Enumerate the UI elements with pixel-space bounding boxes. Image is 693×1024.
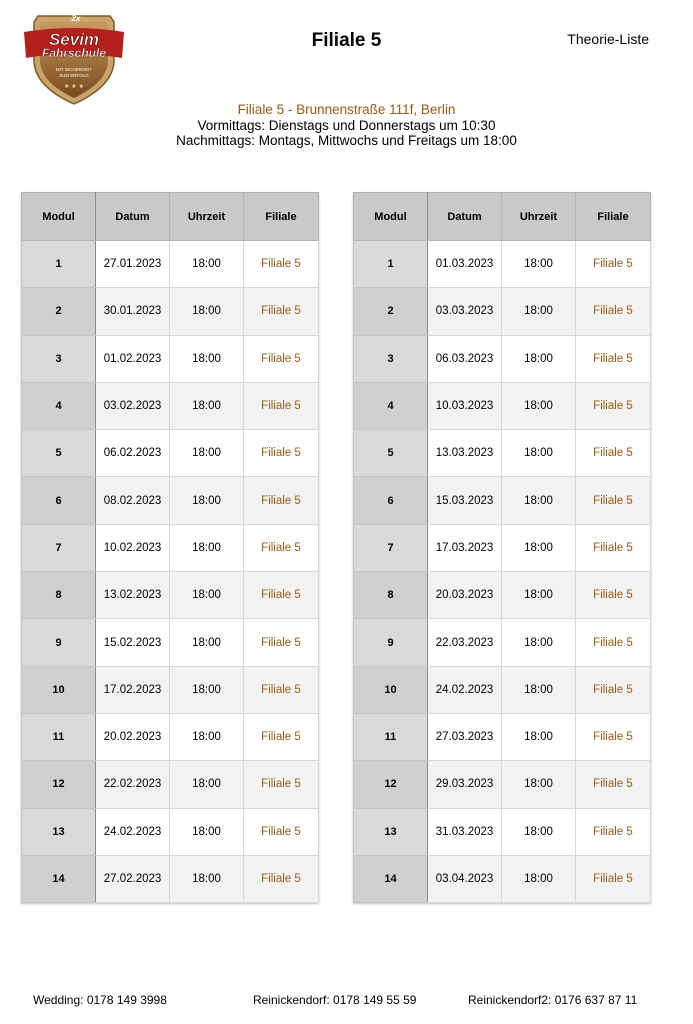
cell-uhrzeit: 18:00 — [170, 430, 244, 477]
cell-uhrzeit: 18:00 — [502, 761, 576, 808]
cell-uhrzeit: 18:00 — [170, 288, 244, 335]
table-row — [22, 335, 319, 382]
schedule-table-right — [353, 192, 651, 903]
morning-schedule: Vormittags: Dienstags und Donnerstags um 10:30 — [197, 117, 496, 133]
cell-filiale: Filiale 5 — [244, 477, 319, 524]
cell-filiale: Filiale 5 — [576, 619, 651, 666]
cell-filiale: Filiale 5 — [244, 288, 319, 335]
table-row — [22, 524, 319, 571]
cell-filiale: Filiale 5 — [244, 713, 319, 760]
table-row — [354, 808, 651, 855]
cell-uhrzeit: 18:00 — [170, 666, 244, 713]
cell-filiale: Filiale 5 — [576, 382, 651, 429]
cell-modul: 9 — [354, 619, 428, 666]
cell-uhrzeit: 18:00 — [502, 477, 576, 524]
table-row — [22, 855, 319, 902]
column-header-filiale: Filiale — [244, 193, 319, 241]
table-row — [354, 619, 651, 666]
cell-uhrzeit: 18:00 — [170, 572, 244, 619]
footer-phone-reinickendorf2: Reinickendorf2: 0176 637 87 11 — [468, 993, 638, 1007]
cell-uhrzeit: 18:00 — [502, 288, 576, 335]
cell-uhrzeit: 18:00 — [170, 477, 244, 524]
cell-modul: 7 — [22, 524, 96, 571]
cell-datum: 08.02.2023 — [96, 477, 170, 524]
cell-uhrzeit: 18:00 — [502, 855, 576, 902]
cell-datum: 01.02.2023 — [96, 335, 170, 382]
table-row — [354, 382, 651, 429]
cell-filiale: Filiale 5 — [244, 241, 319, 288]
cell-modul: 4 — [354, 382, 428, 429]
table-row — [22, 619, 319, 666]
cell-modul: 10 — [22, 666, 96, 713]
table-row — [354, 572, 651, 619]
table-row — [354, 477, 651, 524]
cell-modul: 3 — [22, 335, 96, 382]
cell-modul: 13 — [22, 808, 96, 855]
cell-filiale: Filiale 5 — [576, 477, 651, 524]
cell-filiale: Filiale 5 — [576, 335, 651, 382]
schedule-table-left — [21, 192, 319, 903]
cell-uhrzeit: 18:00 — [502, 572, 576, 619]
cell-modul: 11 — [354, 713, 428, 760]
cell-modul: 3 — [354, 335, 428, 382]
cell-filiale: Filiale 5 — [244, 761, 319, 808]
table-row — [22, 430, 319, 477]
cell-filiale: Filiale 5 — [576, 761, 651, 808]
footer-phone-wedding: Wedding: 0178 149 3998 — [33, 993, 167, 1007]
cell-uhrzeit: 18:00 — [502, 666, 576, 713]
cell-filiale: Filiale 5 — [576, 288, 651, 335]
cell-uhrzeit: 18:00 — [170, 713, 244, 760]
cell-filiale: Filiale 5 — [576, 713, 651, 760]
cell-filiale: Filiale 5 — [576, 808, 651, 855]
table-row — [354, 666, 651, 713]
table-header-row — [22, 193, 319, 241]
cell-modul: 6 — [354, 477, 428, 524]
cell-datum: 27.02.2023 — [96, 855, 170, 902]
cell-modul: 8 — [22, 572, 96, 619]
cell-filiale: Filiale 5 — [244, 855, 319, 902]
column-header-uhrzeit: Uhrzeit — [502, 193, 576, 241]
document-type-label: Theorie-Liste — [567, 31, 649, 47]
cell-uhrzeit: 18:00 — [170, 761, 244, 808]
column-header-datum: Datum — [96, 193, 170, 241]
table-row — [22, 477, 319, 524]
table-body — [22, 241, 319, 903]
svg-text:2x: 2x — [71, 14, 81, 23]
cell-modul: 14 — [354, 855, 428, 902]
cell-datum: 03.04.2023 — [428, 855, 502, 902]
table-row — [354, 761, 651, 808]
cell-datum: 03.02.2023 — [96, 382, 170, 429]
cell-uhrzeit: 18:00 — [170, 619, 244, 666]
svg-text:Fahrschule: Fahrschule — [41, 46, 107, 60]
cell-modul: 13 — [354, 808, 428, 855]
cell-modul: 5 — [354, 430, 428, 477]
cell-datum: 10.03.2023 — [428, 382, 502, 429]
sevim-fahrschule-logo — [18, 8, 130, 108]
cell-datum: 24.02.2023 — [96, 808, 170, 855]
cell-modul: 14 — [22, 855, 96, 902]
cell-filiale: Filiale 5 — [576, 855, 651, 902]
table-row — [354, 335, 651, 382]
table-row — [354, 241, 651, 288]
footer-phone-reinickendorf: Reinickendorf: 0178 149 55 59 — [253, 993, 417, 1007]
cell-modul: 2 — [22, 288, 96, 335]
svg-text:Sevim: Sevim — [48, 30, 100, 49]
table-body — [354, 241, 651, 903]
table-row — [22, 382, 319, 429]
cell-datum: 13.02.2023 — [96, 572, 170, 619]
cell-filiale: Filiale 5 — [576, 666, 651, 713]
cell-uhrzeit: 18:00 — [502, 241, 576, 288]
afternoon-schedule: Nachmittags: Montags, Mittwochs und Freitags um 18:00 — [176, 133, 517, 148]
table-row — [354, 430, 651, 477]
cell-datum: 13.03.2023 — [428, 430, 502, 477]
table-row — [354, 713, 651, 760]
page-title: Filiale 5 — [311, 30, 382, 51]
svg-text:★ ★ ★: ★ ★ ★ — [64, 83, 84, 90]
cell-modul: 4 — [22, 382, 96, 429]
svg-text:MIT SICHERHEIT: MIT SICHERHEIT — [55, 67, 93, 72]
cell-uhrzeit: 18:00 — [502, 619, 576, 666]
cell-filiale: Filiale 5 — [244, 572, 319, 619]
cell-filiale: Filiale 5 — [244, 524, 319, 571]
cell-datum: 22.02.2023 — [96, 761, 170, 808]
table-row — [22, 761, 319, 808]
cell-datum: 06.02.2023 — [96, 430, 170, 477]
cell-filiale: Filiale 5 — [244, 619, 319, 666]
cell-datum: 15.03.2023 — [428, 477, 502, 524]
cell-uhrzeit: 18:00 — [170, 524, 244, 571]
cell-uhrzeit: 18:00 — [502, 808, 576, 855]
cell-uhrzeit: 18:00 — [170, 382, 244, 429]
table-row — [22, 241, 319, 288]
cell-filiale: Filiale 5 — [576, 524, 651, 571]
cell-modul: 1 — [354, 241, 428, 288]
cell-datum: 06.03.2023 — [428, 335, 502, 382]
cell-datum: 10.02.2023 — [96, 524, 170, 571]
column-header-modul: Modul — [22, 193, 96, 241]
table-row — [22, 666, 319, 713]
cell-datum: 20.03.2023 — [428, 572, 502, 619]
cell-filiale: Filiale 5 — [244, 335, 319, 382]
cell-filiale: Filiale 5 — [244, 430, 319, 477]
cell-datum: 31.03.2023 — [428, 808, 502, 855]
branch-address: Filiale 5 - Brunnenstraße 111f, Berlin — [237, 102, 456, 117]
cell-filiale: Filiale 5 — [576, 572, 651, 619]
table-row — [354, 524, 651, 571]
cell-uhrzeit: 18:00 — [502, 430, 576, 477]
table-row — [22, 713, 319, 760]
cell-modul: 9 — [22, 619, 96, 666]
cell-uhrzeit: 18:00 — [502, 713, 576, 760]
cell-uhrzeit: 18:00 — [502, 382, 576, 429]
cell-datum: 27.03.2023 — [428, 713, 502, 760]
cell-modul: 2 — [354, 288, 428, 335]
cell-datum: 17.02.2023 — [96, 666, 170, 713]
cell-datum: 20.02.2023 — [96, 713, 170, 760]
cell-datum: 01.03.2023 — [428, 241, 502, 288]
svg-text:ZUM ERFOLG: ZUM ERFOLG — [59, 73, 89, 78]
cell-datum: 30.01.2023 — [96, 288, 170, 335]
schedule-info — [0, 102, 693, 149]
cell-modul: 1 — [22, 241, 96, 288]
cell-modul: 6 — [22, 477, 96, 524]
table-row — [354, 855, 651, 902]
column-header-modul: Modul — [354, 193, 428, 241]
cell-uhrzeit: 18:00 — [502, 335, 576, 382]
cell-datum: 15.02.2023 — [96, 619, 170, 666]
cell-uhrzeit: 18:00 — [170, 335, 244, 382]
column-header-datum: Datum — [428, 193, 502, 241]
cell-modul: 11 — [22, 713, 96, 760]
column-header-uhrzeit: Uhrzeit — [170, 193, 244, 241]
cell-modul: 12 — [354, 761, 428, 808]
cell-datum: 29.03.2023 — [428, 761, 502, 808]
cell-uhrzeit: 18:00 — [170, 241, 244, 288]
cell-modul: 5 — [22, 430, 96, 477]
cell-datum: 27.01.2023 — [96, 241, 170, 288]
cell-uhrzeit: 18:00 — [170, 808, 244, 855]
cell-datum: 03.03.2023 — [428, 288, 502, 335]
table-row — [22, 572, 319, 619]
cell-modul: 7 — [354, 524, 428, 571]
cell-filiale: Filiale 5 — [244, 808, 319, 855]
cell-filiale: Filiale 5 — [244, 666, 319, 713]
cell-uhrzeit: 18:00 — [502, 524, 576, 571]
column-header-filiale: Filiale — [576, 193, 651, 241]
cell-datum: 22.03.2023 — [428, 619, 502, 666]
table-header-row — [354, 193, 651, 241]
table-row — [354, 288, 651, 335]
cell-modul: 12 — [22, 761, 96, 808]
cell-filiale: Filiale 5 — [576, 430, 651, 477]
cell-filiale: Filiale 5 — [244, 382, 319, 429]
cell-modul: 10 — [354, 666, 428, 713]
cell-datum: 24.02.2023 — [428, 666, 502, 713]
cell-datum: 17.03.2023 — [428, 524, 502, 571]
table-row — [22, 288, 319, 335]
cell-modul: 8 — [354, 572, 428, 619]
table-row — [22, 808, 319, 855]
cell-filiale: Filiale 5 — [576, 241, 651, 288]
cell-uhrzeit: 18:00 — [170, 855, 244, 902]
